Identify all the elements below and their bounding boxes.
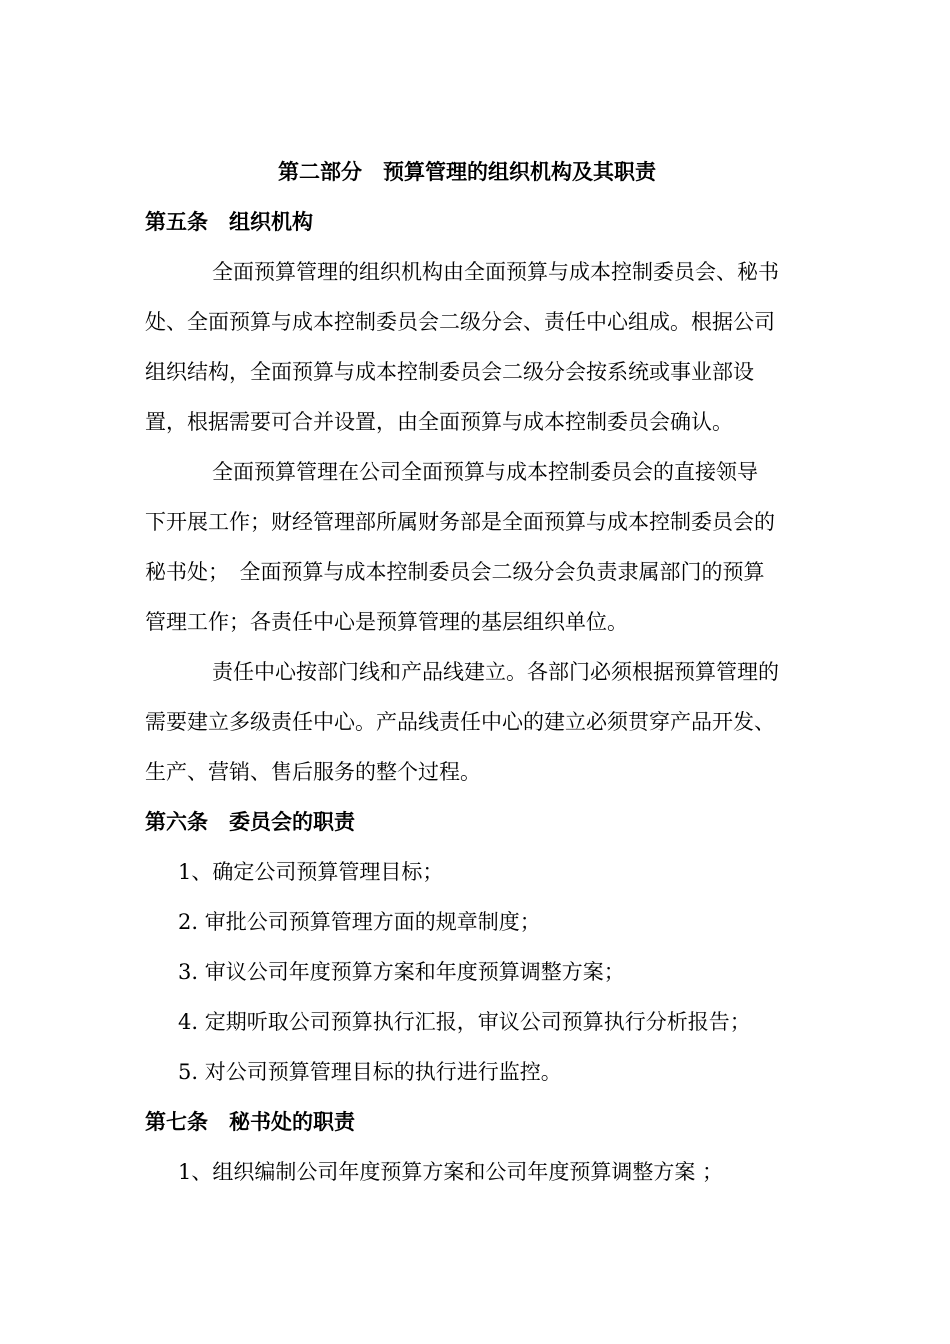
part-title: 第二部分 预算管理的组织机构及其职责 [278, 160, 656, 184]
article-5-paragraph-2-line-2: 下开展工作；财经管理部所属财务部是全面预算与成本控制委员会的 [145, 510, 775, 534]
article-5-heading: 第五条 组织机构 [145, 210, 313, 234]
article-5-paragraph-1-line-4: 置，根据需要可合并设置，由全面预算与成本控制委员会确认。 [145, 410, 733, 434]
article-6-item-5: 5. 对公司预算管理目标的执行进行监控。 [178, 1060, 562, 1084]
article-5-paragraph-3-line-2: 需要建立多级责任中心。产品线责任中心的建立必须贯穿产品开发、 [145, 710, 775, 734]
article-5-paragraph-1-line-1: 全面预算管理的组织机构由全面预算与成本控制委员会、秘书 [212, 260, 779, 284]
article-6-item-1: 1、确定公司预算管理目标； [178, 860, 444, 884]
article-5-paragraph-3-line-1: 责任中心按部门线和产品线建立。各部门必须根据预算管理的 [212, 660, 779, 684]
article-5-paragraph-2-line-1: 全面预算管理在公司全面预算与成本控制委员会的直接领导 [212, 460, 758, 484]
article-6-item-2: 2. 审批公司预算管理方面的规章制度； [178, 910, 541, 934]
article-5-paragraph-2-line-3: 秘书处； 全面预算与成本控制委员会二级分会负责隶属部门的预算 [145, 560, 765, 584]
article-5-paragraph-1-line-2: 处、全面预算与成本控制委员会二级分会、责任中心组成。根据公司 [145, 310, 775, 334]
article-5-paragraph-2-line-4: 管理工作；各责任中心是预算管理的基层组织单位。 [145, 610, 628, 634]
article-6-item-4: 4. 定期听取公司预算执行汇报，审议公司预算执行分析报告； [178, 1010, 751, 1034]
article-5-paragraph-1-line-3: 组织结构，全面预算与成本控制委员会二级分会按系统或事业部设 [145, 360, 754, 384]
article-6-heading: 第六条 委员会的职责 [145, 810, 355, 834]
article-7-item-1: 1、组织编制公司年度预算方案和公司年度预算调整方案 ； [178, 1160, 724, 1184]
article-7-heading: 第七条 秘书处的职责 [145, 1110, 355, 1134]
article-6-item-3: 3. 审议公司年度预算方案和年度预算调整方案； [178, 960, 625, 984]
article-5-paragraph-3-line-3: 生产、营销、售后服务的整个过程。 [145, 760, 481, 784]
